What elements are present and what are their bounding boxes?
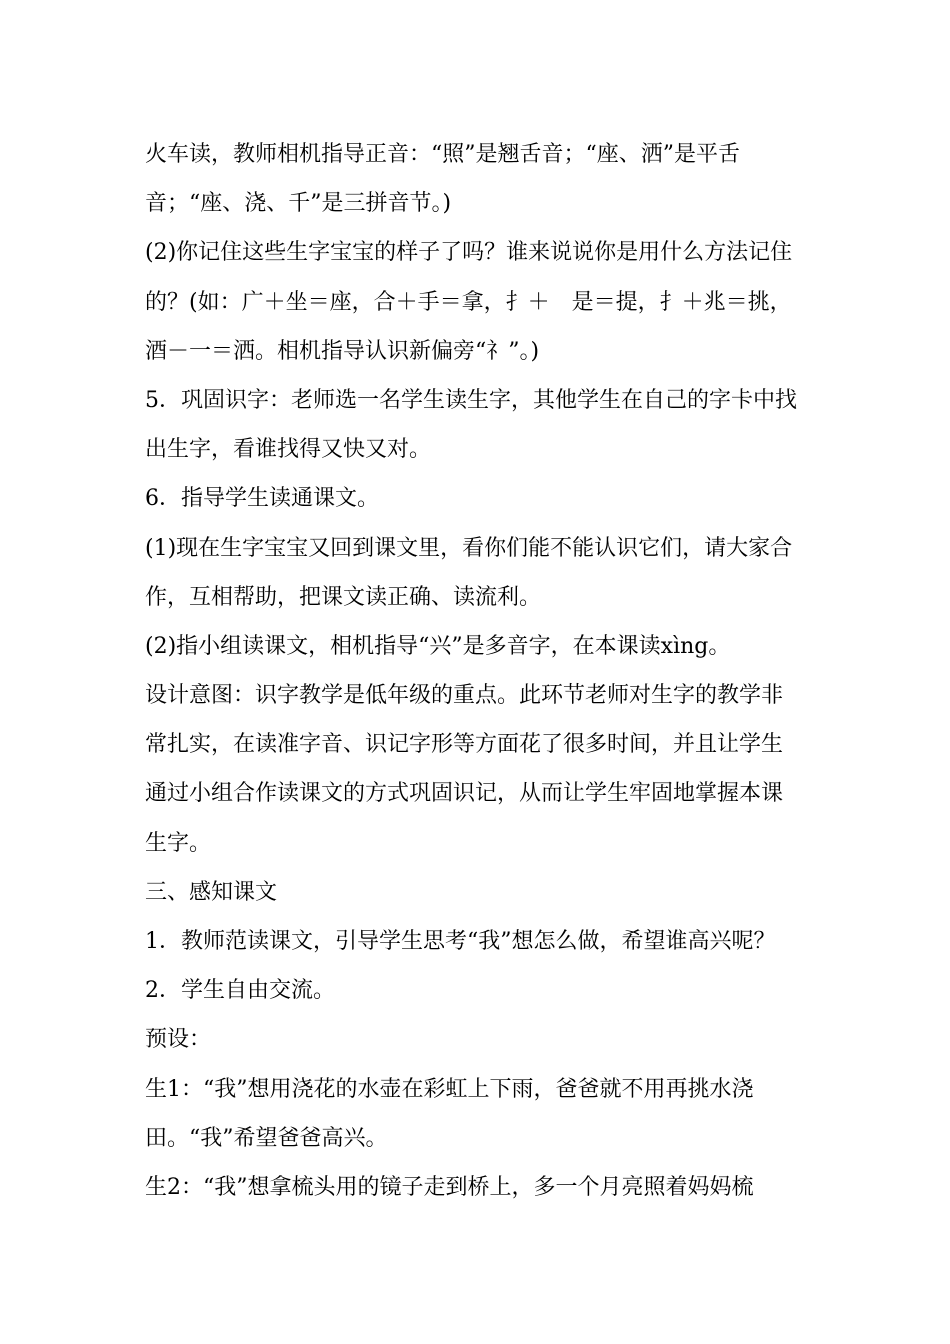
text-line: 预设： [145, 1027, 212, 1053]
text-line: 1．教师范读课文，引导学生思考“我”想怎么做，希望谁高兴呢？ [145, 929, 776, 954]
text-line: 设计意图：识字教学是低年级的重点。此环节老师对生字的教学非 [145, 683, 784, 709]
text-line: 5．巩固识字：老师选一名学生读生字，其他学生在自己的字卡中找 [145, 387, 797, 413]
text-line: 生2：“我”想拿梳头用的镜子走到桥上，多一个月亮照着妈妈梳 [145, 1174, 754, 1200]
text-line: 作，互相帮助，把课文读正确、读流利。 [145, 584, 542, 610]
text-line: 的？(如：广＋坐＝座，合＋手＝拿，扌＋ 是＝提，扌＋兆＝挑， [145, 289, 792, 315]
text-line: 出生字，看谁找得又快又对。 [145, 437, 432, 463]
text-line: (2)你记住这些生字宝宝的样子了吗？谁来说说你是用什么方法记住 [145, 240, 793, 266]
text-line: 通过小组合作读课文的方式巩固识记，从而让学生牢固地掌握本课 [145, 781, 784, 807]
section-heading: 三、感知课文 [145, 879, 278, 905]
text-line: 火车读，教师相机指导正音：“照”是翘舌音；“座、洒”是平舌 [145, 142, 740, 167]
text-line: 生字。 [145, 830, 212, 856]
text-line: 生1：“我”想用浇花的水壶在彩虹上下雨，爸爸就不用再挑水浇 [145, 1076, 754, 1102]
section-heading: 6．指导学生读通课文。 [145, 486, 379, 512]
document-body [145, 130, 810, 1212]
text-line: 音；“座、浇、千”是三拼音节。) [145, 191, 452, 217]
text-line: 田。“我”希望爸爸高兴。 [145, 1125, 388, 1151]
text-line: (1)现在生字宝宝又回到课文里，看你们能不能认识它们，请大家合 [145, 535, 793, 561]
text-line: 2．学生自由交流。 [145, 978, 335, 1004]
text-line: (2)指小组读课文，相机指导“兴”是多音字，在本课读xìng。 [145, 633, 731, 659]
text-line: 常扎实，在读准字音、识记字形等方面花了很多时间，并且让学生 [145, 732, 784, 758]
text-line: 酒－一＝洒。相机指导认识新偏旁“⺭”。) [145, 338, 540, 364]
